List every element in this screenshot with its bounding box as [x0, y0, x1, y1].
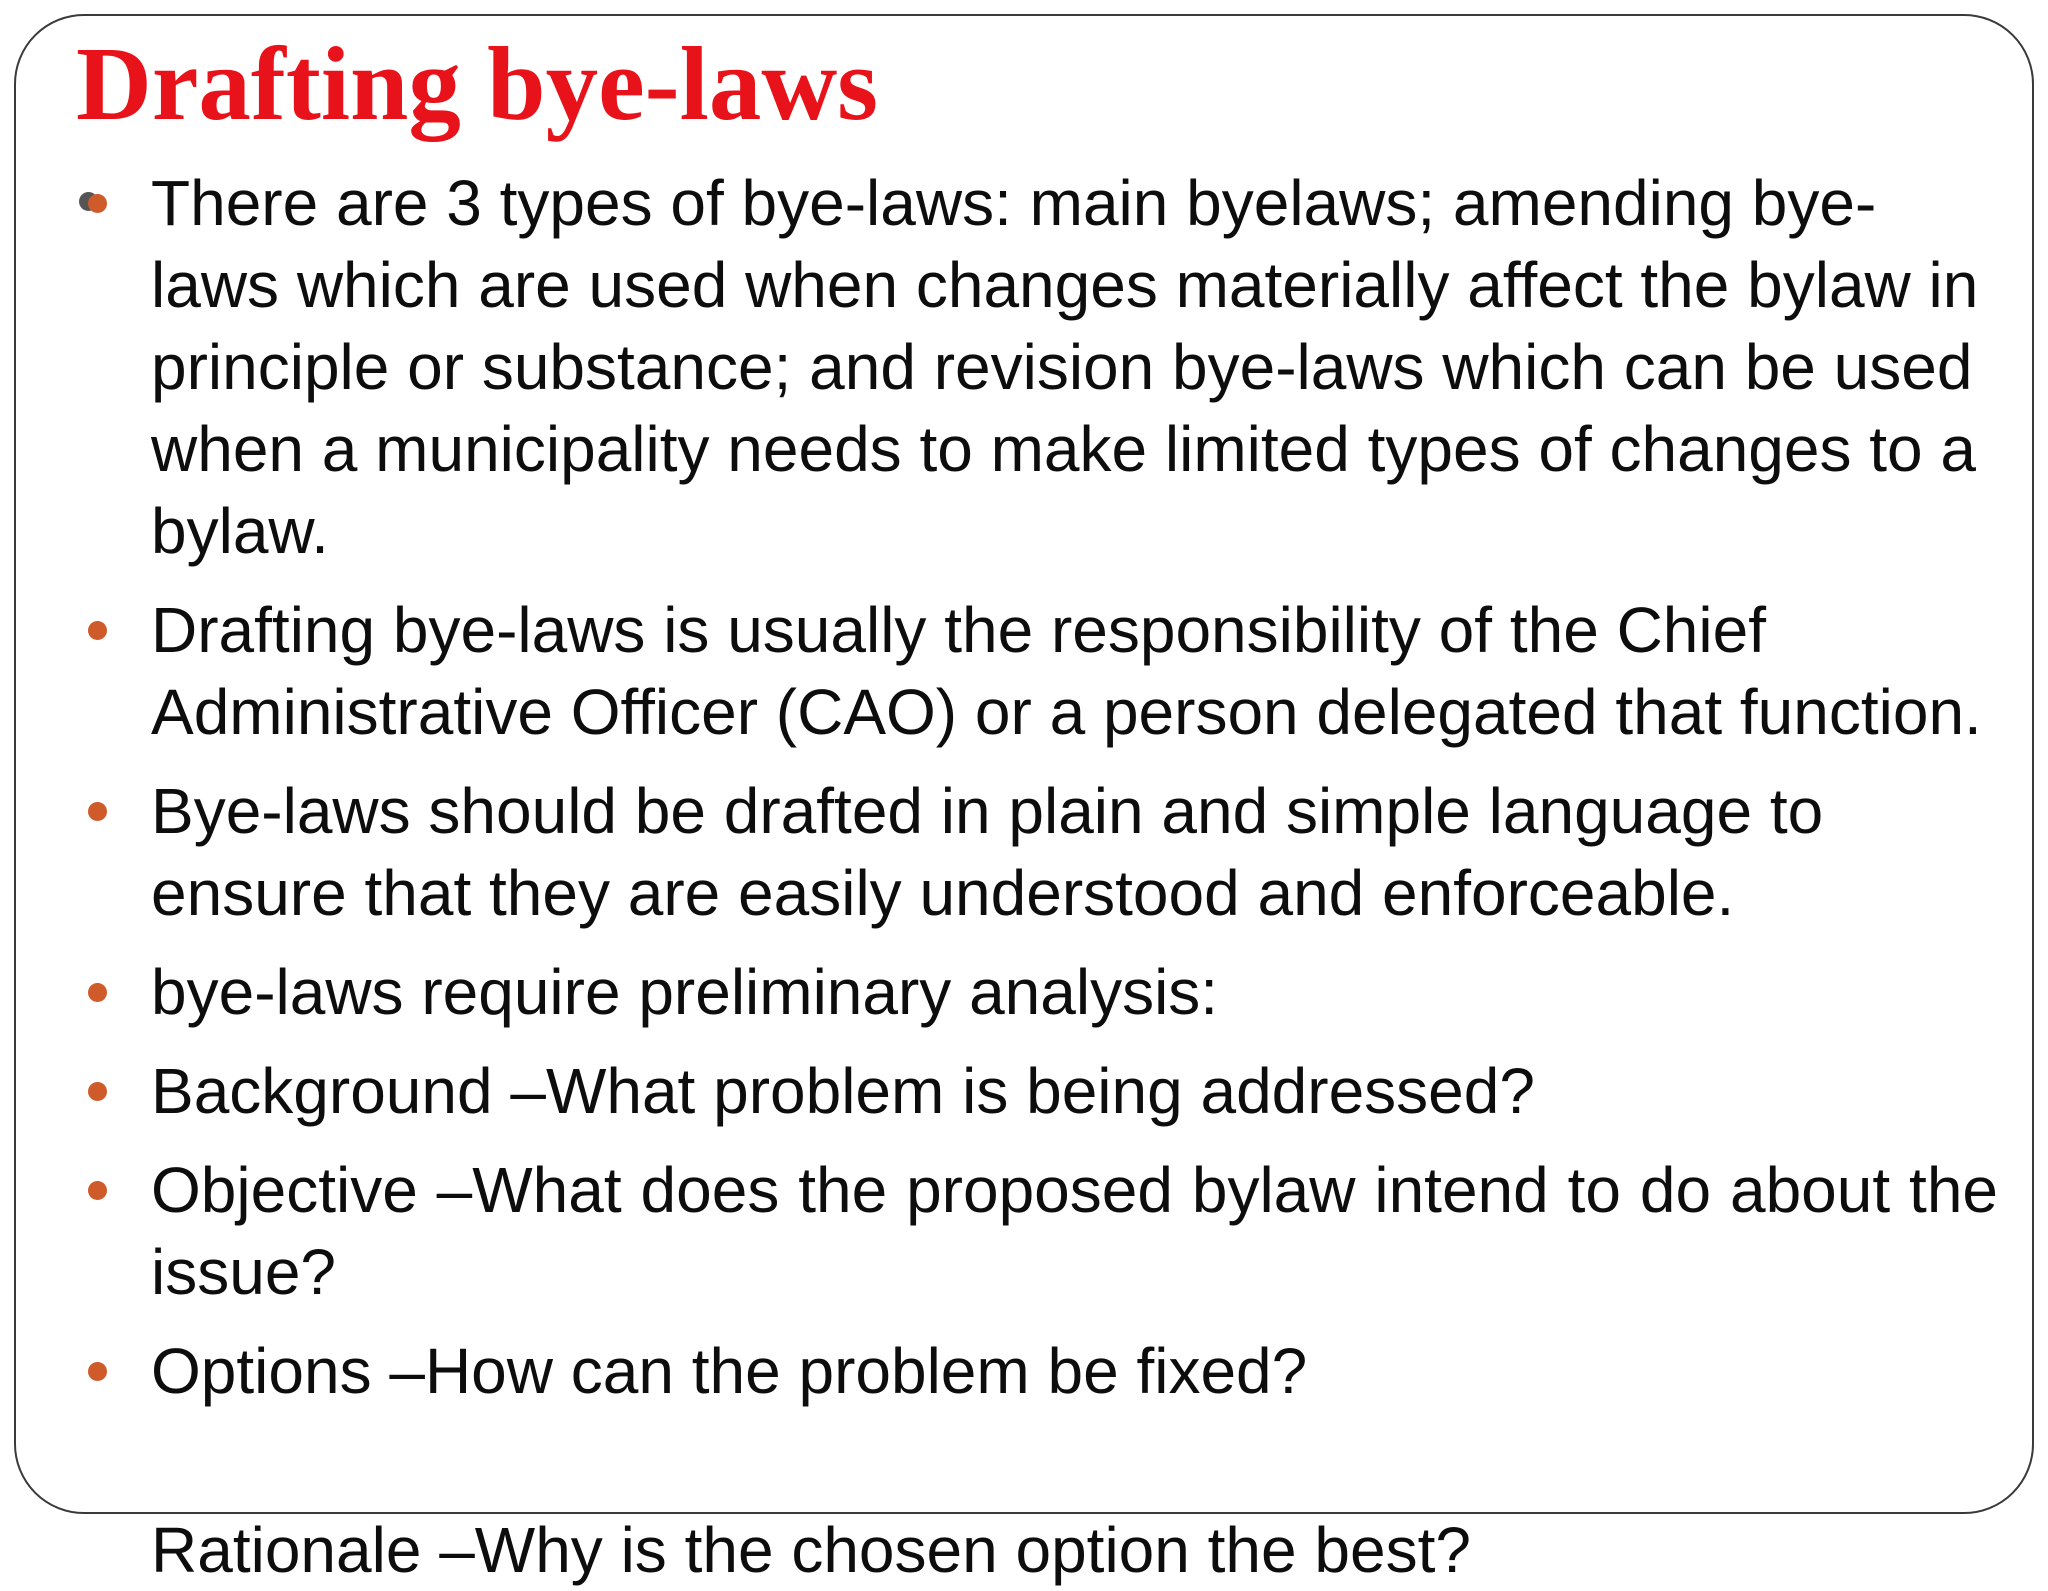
bullet-item-background — [88, 1050, 1998, 1132]
bullet-text: Bye-laws should be drafted in plain and simple language to ensure that they are easily understood and enforceable. — [151, 775, 1824, 929]
bullet-item-objective — [88, 1149, 1998, 1313]
bullet-text: bye-laws require preliminary analysis: — [151, 956, 1219, 1028]
bullet-icon — [88, 983, 107, 1002]
bullet-item-types — [88, 162, 1998, 572]
bullet-icon — [88, 621, 107, 640]
cut-off-bullet-text: Rationale –Why is the chosen option the best? — [151, 1514, 1471, 1586]
bullet-icon — [88, 194, 107, 213]
bullet-text: Drafting bye-laws is usually the responsibility of the Chief Administrative Officer (CAO) or a person delegated that function. — [151, 594, 1982, 748]
bullet-list — [88, 162, 1998, 1412]
bullet-item-plain-language — [88, 770, 1998, 934]
bullet-icon — [88, 1362, 107, 1381]
bullet-icon — [88, 802, 107, 821]
bullet-text: Options –How can the problem be fixed? — [151, 1335, 1308, 1407]
bullet-icon — [88, 1181, 107, 1200]
bullet-item-options — [88, 1330, 1998, 1412]
bullet-text: Objective –What does the proposed bylaw intend to do about the issue? — [151, 1154, 1998, 1308]
bullet-text: Background –What problem is being addressed? — [151, 1055, 1535, 1127]
bullet-text: There are 3 types of bye-laws: main byelaws; amending bye-laws which are used when changes materially affect the bylaw in principle or substance; and revision bye-laws which can be used when a municipality needs to make limited types of changes to a bylaw. — [151, 167, 1979, 567]
bullet-item-responsibility — [88, 589, 1998, 753]
bullet-item-preliminary-analysis — [88, 951, 1998, 1033]
bullet-icon — [88, 1082, 107, 1101]
slide-title: Drafting bye-laws — [76, 25, 879, 142]
